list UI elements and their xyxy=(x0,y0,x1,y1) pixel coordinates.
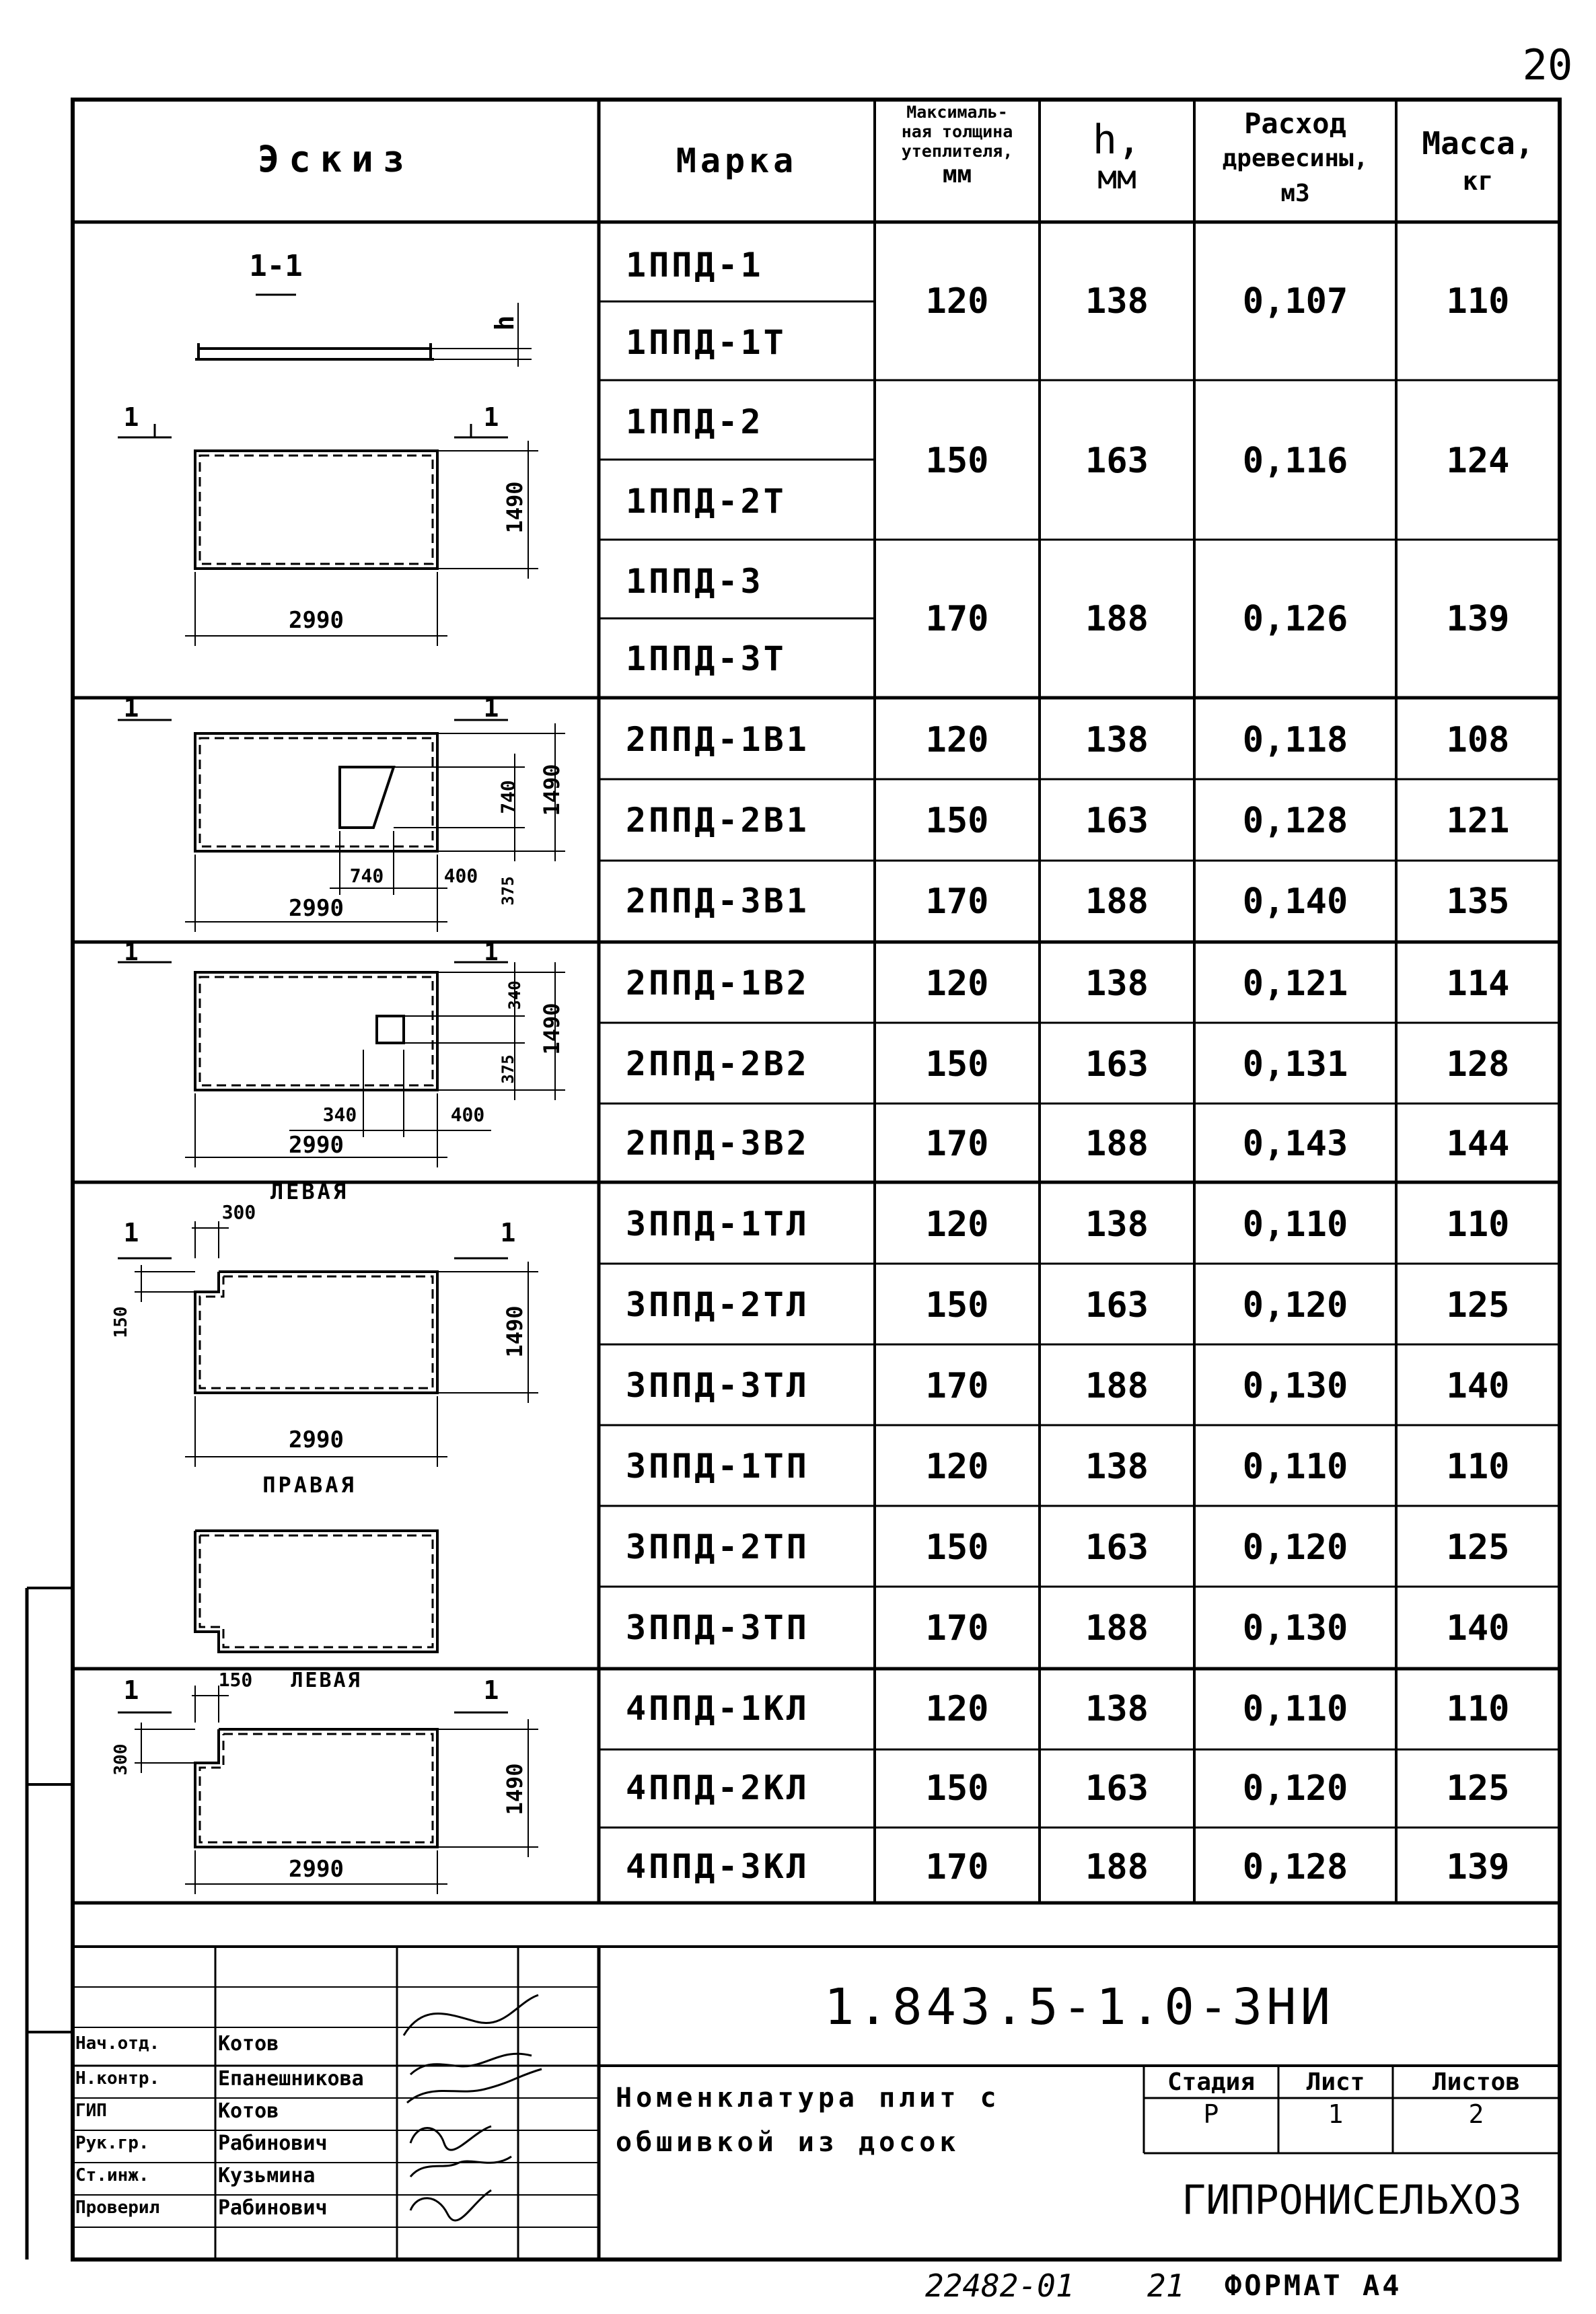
value-cell: 0,128 xyxy=(1242,801,1348,841)
value-cell: 0,116 xyxy=(1242,441,1348,481)
value-cell: 170 xyxy=(925,1847,989,1887)
value-cell: 0,120 xyxy=(1242,1768,1348,1809)
dim-1490-label: 1490 xyxy=(539,764,565,816)
value-cell: 170 xyxy=(925,881,989,922)
mark-cell: 1ППД-2 xyxy=(626,402,764,441)
left-label: ЛЕВАЯ xyxy=(270,1179,349,1204)
mark-cell: 3ППД-3ТЛ xyxy=(626,1366,809,1405)
section-arrow-label: 1 xyxy=(123,1218,139,1248)
dim-2990-label: 2990 xyxy=(289,607,344,634)
value-cell: 0,130 xyxy=(1242,1366,1348,1406)
header-thickness-line3: утеплителя, xyxy=(901,141,1013,161)
header-h-line2: мм xyxy=(1097,159,1136,196)
value-cell: 138 xyxy=(1085,1204,1149,1245)
section-arrow-label: 1 xyxy=(483,402,499,432)
mark-cell: 1ППД-3 xyxy=(626,562,764,601)
sheet-label: Лист xyxy=(1306,2068,1365,2096)
value-cell: 170 xyxy=(925,599,989,639)
value-cell: 163 xyxy=(1085,1527,1149,1568)
value-cell: 188 xyxy=(1085,1366,1149,1406)
mark-cell: 2ППД-2В1 xyxy=(626,801,809,840)
drawing-code: 1.843.5-1.0-3НИ xyxy=(824,1978,1335,2036)
value-cell: 114 xyxy=(1446,964,1510,1004)
value-cell: 0,107 xyxy=(1242,281,1348,322)
value-cell: 140 xyxy=(1446,1366,1510,1406)
value-cell: 110 xyxy=(1446,1689,1510,1729)
mark-cell: 1ППД-1 xyxy=(626,246,764,285)
mark-cell: 2ППД-3В1 xyxy=(626,881,809,920)
value-cell: 163 xyxy=(1085,1044,1149,1085)
value-cell: 120 xyxy=(925,1204,989,1245)
value-cell: 150 xyxy=(925,1044,989,1085)
value-cell: 0,128 xyxy=(1242,1847,1348,1887)
footer-sheet: 21 xyxy=(1147,2268,1185,2304)
value-cell: 188 xyxy=(1085,1847,1149,1887)
header-h-line1: h, xyxy=(1092,116,1142,164)
mark-cell: 4ППД-2КЛ xyxy=(626,1768,809,1807)
value-cell: 110 xyxy=(1446,1447,1510,1487)
dim-1490-label: 1490 xyxy=(502,481,528,534)
header-thickness-line2: ная толщина xyxy=(901,122,1013,141)
header-mass-line2: кг xyxy=(1462,166,1494,196)
value-cell: 170 xyxy=(925,1124,989,1164)
stamp-role: Нач.отд. xyxy=(75,2033,160,2054)
value-cell: 188 xyxy=(1085,1608,1149,1649)
stamp-name: Котов xyxy=(218,2099,279,2123)
value-cell: 138 xyxy=(1085,720,1149,760)
drawing-title-line2: обшивкой из досок xyxy=(616,2127,960,2158)
stamp-name: Кузьмина xyxy=(218,2164,316,2188)
section-label: 1-1 xyxy=(249,249,303,283)
value-cell: 138 xyxy=(1085,1689,1149,1729)
value-cell: 0,110 xyxy=(1242,1447,1348,1487)
dim-2990-label: 2990 xyxy=(289,1856,344,1883)
value-cell: 125 xyxy=(1446,1527,1510,1568)
header-mass xyxy=(1396,124,1560,200)
value-cell: 125 xyxy=(1446,1285,1510,1326)
dim-2990-label: 2990 xyxy=(289,1132,344,1159)
value-cell: 0,126 xyxy=(1242,599,1348,639)
mark-cell: 2ППД-1В1 xyxy=(626,720,809,759)
mark-cell: 2ППД-2В2 xyxy=(626,1044,809,1083)
dim-300-label: 300 xyxy=(111,1743,131,1776)
value-cell: 138 xyxy=(1085,1447,1149,1487)
mark-cell: 1ППД-1Т xyxy=(626,323,787,362)
value-cell: 0,120 xyxy=(1242,1527,1348,1568)
left-label: ЛЕВАЯ xyxy=(291,1669,362,1692)
section-arrow-label: 1 xyxy=(483,1675,499,1705)
value-cell: 163 xyxy=(1085,801,1149,841)
value-cell: 188 xyxy=(1085,881,1149,922)
value-cell: 120 xyxy=(925,1689,989,1729)
stamp-role: Ст.инж. xyxy=(75,2165,149,2185)
mark-cell: 3ППД-2ТП xyxy=(626,1527,809,1566)
stamp-role: Проверил xyxy=(75,2198,160,2218)
mark-cell: 2ППД-3В2 xyxy=(626,1124,809,1163)
value-cell: 163 xyxy=(1085,441,1149,481)
drawing-title xyxy=(616,2076,1001,2165)
stamp-name: Котов xyxy=(218,2032,279,2056)
stamp-name: Епанешникова xyxy=(218,2067,364,2091)
value-cell: 163 xyxy=(1085,1768,1149,1809)
dim-400-label: 400 xyxy=(443,865,478,887)
dim-150-label: 150 xyxy=(111,1306,131,1338)
dim-300-label: 300 xyxy=(221,1201,256,1223)
header-wood xyxy=(1194,106,1396,211)
section-arrow-label: 1 xyxy=(123,1675,139,1705)
dim-150-label: 150 xyxy=(218,1669,253,1691)
sheet-value: 1 xyxy=(1328,2099,1344,2129)
header-mark: Марка xyxy=(676,141,798,180)
dim-h-label: h xyxy=(490,315,519,331)
header-mass-line1: Масса, xyxy=(1422,125,1534,161)
value-cell: 188 xyxy=(1085,599,1149,639)
mark-cell: 4ППД-3КЛ xyxy=(626,1847,809,1886)
value-cell: 150 xyxy=(925,1768,989,1809)
value-cell: 150 xyxy=(925,801,989,841)
drawing-title-line1: Номенклатура плит с xyxy=(616,2083,1001,2113)
value-cell: 120 xyxy=(925,720,989,760)
header-sketch: Эскиз xyxy=(257,138,414,180)
stamp-name: Рабинович xyxy=(218,2196,328,2220)
stamp-role: Н.контр. xyxy=(75,2068,160,2089)
dim-400-label: 400 xyxy=(450,1104,485,1126)
value-cell: 110 xyxy=(1446,1204,1510,1245)
footer-format: ФОРМАТ А4 xyxy=(1225,2269,1402,2302)
value-cell: 0,110 xyxy=(1242,1204,1348,1245)
mark-cell: 3ППД-1ТЛ xyxy=(626,1204,809,1243)
value-cell: 0,131 xyxy=(1242,1044,1348,1085)
signatures xyxy=(397,1988,558,2257)
organization: ГИПРОНИСЕЛЬХОЗ xyxy=(1182,2177,1522,2224)
section-arrow-label: 1 xyxy=(123,693,139,723)
value-cell: 0,143 xyxy=(1242,1124,1348,1164)
value-cell: 121 xyxy=(1446,801,1510,841)
dim-740-label: 740 xyxy=(349,865,384,887)
header-h xyxy=(1040,116,1194,196)
page-number: 20 xyxy=(1522,40,1573,89)
value-cell: 170 xyxy=(925,1608,989,1649)
stamp-name: Рабинович xyxy=(218,2132,328,2155)
value-cell: 0,121 xyxy=(1242,964,1348,1004)
mark-cell: 2ППД-1В2 xyxy=(626,964,809,1003)
header-thickness-line4: мм xyxy=(942,161,972,188)
value-cell: 150 xyxy=(925,1527,989,1568)
dim-375-label: 375 xyxy=(499,1054,517,1084)
value-cell: 140 xyxy=(1446,1608,1510,1649)
right-label: ПРАВАЯ xyxy=(262,1472,357,1498)
stamp-role: Рук.гр. xyxy=(75,2133,149,2153)
section-arrow-label: 1 xyxy=(483,693,499,723)
value-cell: 150 xyxy=(925,441,989,481)
dim-340-label: 340 xyxy=(505,980,524,1010)
value-cell: 188 xyxy=(1085,1124,1149,1164)
value-cell: 139 xyxy=(1446,1847,1510,1887)
dim-2990-label: 2990 xyxy=(289,1426,344,1453)
value-cell: 0,120 xyxy=(1242,1285,1348,1326)
dim-1490-label: 1490 xyxy=(502,1305,528,1358)
footer-number: 22482-01 xyxy=(925,2268,1075,2304)
mark-cell: 4ППД-1КЛ xyxy=(626,1689,809,1728)
value-cell: 139 xyxy=(1446,599,1510,639)
mark-cell: 1ППД-2Т xyxy=(626,482,787,521)
value-cell: 110 xyxy=(1446,281,1510,322)
section-arrow-label: 1 xyxy=(124,939,139,966)
header-thickness xyxy=(875,102,1040,189)
mark-cell: 1ППД-3Т xyxy=(626,639,787,678)
value-cell: 150 xyxy=(925,1285,989,1326)
dim-1490-label: 1490 xyxy=(539,1003,565,1055)
header-wood-line1: Расход xyxy=(1244,107,1346,140)
sheets-label: Листов xyxy=(1432,2068,1521,2096)
dim-340-label: 340 xyxy=(322,1104,357,1126)
mark-cell: 3ППД-1ТП xyxy=(626,1447,809,1486)
header-thickness-line1: Максималь- xyxy=(906,102,1008,122)
value-cell: 125 xyxy=(1446,1768,1510,1809)
stage-label: Стадия xyxy=(1167,2068,1256,2096)
value-cell: 124 xyxy=(1446,441,1510,481)
value-cell: 138 xyxy=(1085,964,1149,1004)
value-cell: 0,140 xyxy=(1242,881,1348,922)
value-cell: 128 xyxy=(1446,1044,1510,1085)
value-cell: 108 xyxy=(1446,720,1510,760)
value-cell: 120 xyxy=(925,281,989,322)
section-arrow-label: 1 xyxy=(123,402,139,432)
dim-375-label: 375 xyxy=(499,876,517,906)
dim-2990-label: 2990 xyxy=(289,895,344,922)
mark-cell: 3ППД-3ТП xyxy=(626,1608,809,1647)
mark-cell: 3ППД-2ТЛ xyxy=(626,1285,809,1324)
section-arrow-label: 1 xyxy=(500,1218,516,1248)
value-cell: 144 xyxy=(1446,1124,1510,1164)
value-cell: 170 xyxy=(925,1366,989,1406)
value-cell: 0,118 xyxy=(1242,720,1348,760)
dim-1490-label: 1490 xyxy=(502,1763,528,1815)
value-cell: 0,110 xyxy=(1242,1689,1348,1729)
section-arrow-label: 1 xyxy=(484,939,499,966)
value-cell: 120 xyxy=(925,964,989,1004)
sheets-value: 2 xyxy=(1468,2099,1484,2129)
stage-value: Р xyxy=(1203,2099,1219,2129)
dim-740-label: 740 xyxy=(497,780,519,814)
value-cell: 0,130 xyxy=(1242,1608,1348,1649)
value-cell: 138 xyxy=(1085,281,1149,322)
header-wood-line2: древесины, xyxy=(1222,145,1369,172)
value-cell: 135 xyxy=(1446,881,1510,922)
header-wood-line3: м3 xyxy=(1280,180,1310,207)
value-cell: 163 xyxy=(1085,1285,1149,1326)
stamp-role: ГИП xyxy=(75,2101,107,2121)
value-cell: 120 xyxy=(925,1447,989,1487)
